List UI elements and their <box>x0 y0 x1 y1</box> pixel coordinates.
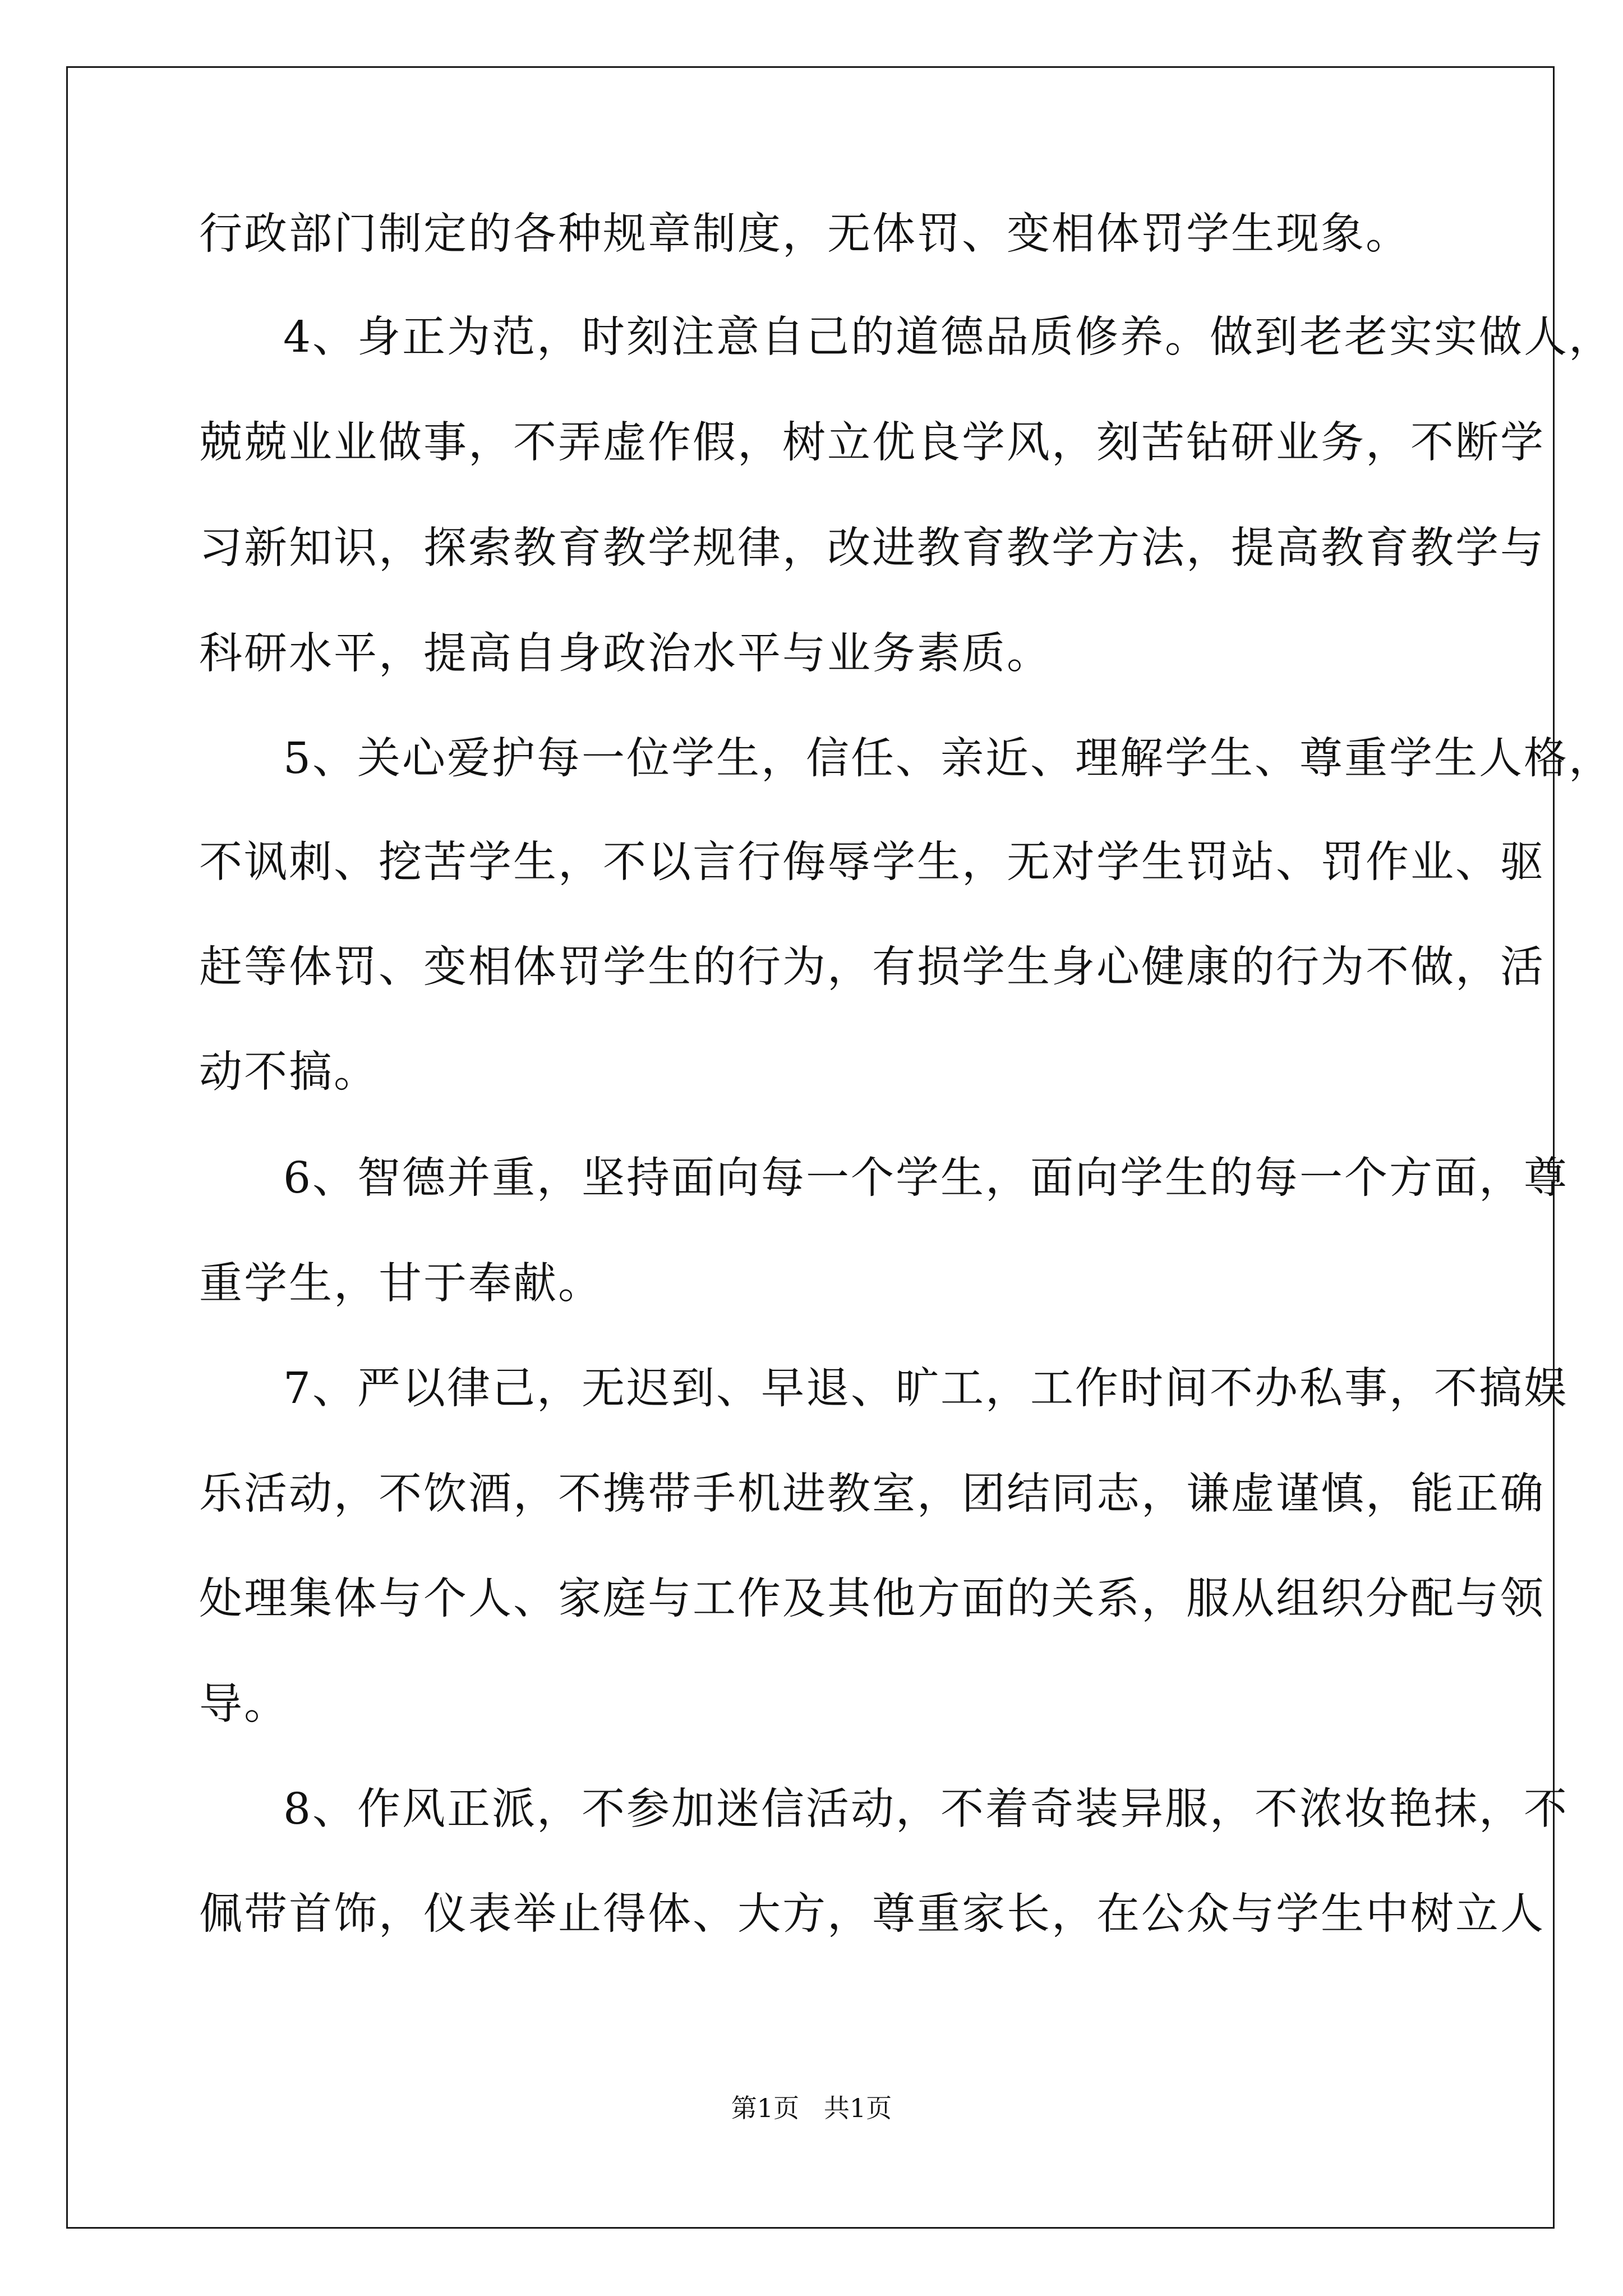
text-line: 处理集体与个人、家庭与工作及其他方面的关系，服从组织分配与领 <box>199 1574 1545 1624</box>
text-line: 4、身正为范，时刻注意自己的道德品质修养。做到老老实实做人， <box>283 312 1613 362</box>
text-line: 6、智德并重，坚持面向每一个学生，面向学生的每一个方面，尊 <box>283 1153 1569 1203</box>
text-line: 重学生，甘于奉献。 <box>199 1259 603 1309</box>
text-line: 赶等体罚、变相体罚学生的行为，有损学生身心健康的行为不做，活 <box>199 942 1545 992</box>
text-line: 兢兢业业做事，不弄虚作假，树立优良学风，刻苦钻研业务，不断学 <box>199 418 1545 468</box>
text-line: 动不搞。 <box>199 1047 379 1097</box>
page-footer: 第1页 共1页 <box>731 2093 892 2123</box>
text-line: 导。 <box>199 1680 289 1729</box>
text-line: 佩带首饰，仪表举止得体、大方，尊重家长，在公众与学生中树立人 <box>199 1889 1545 1939</box>
text-line: 乐活动，不饮酒，不携带手机进教室，团结同志，谦虚谨慎，能正确 <box>199 1469 1545 1519</box>
text-line: 习新知识，探索教育教学规律，改进教育教学方法，提高教育教学与 <box>199 523 1545 573</box>
text-line: 不讽刺、挖苦学生，不以言行侮辱学生，无对学生罚站、罚作业、驱 <box>199 838 1545 887</box>
text-line: 5、关心爱护每一位学生，信任、亲近、理解学生、尊重学生人格， <box>283 734 1613 784</box>
text-line: 7、严以律己，无迟到、早退、旷工，工作时间不办私事，不搞娱 <box>283 1364 1569 1414</box>
text-line: 科研水平，提高自身政治水平与业务素质。 <box>199 629 1052 679</box>
text-line: 行政部门制定的各种规章制度，无体罚、变相体罚学生现象。 <box>199 209 1410 259</box>
text-line: 8、作风正派，不参加迷信活动，不着奇装异服，不浓妆艳抹，不 <box>283 1784 1569 1834</box>
